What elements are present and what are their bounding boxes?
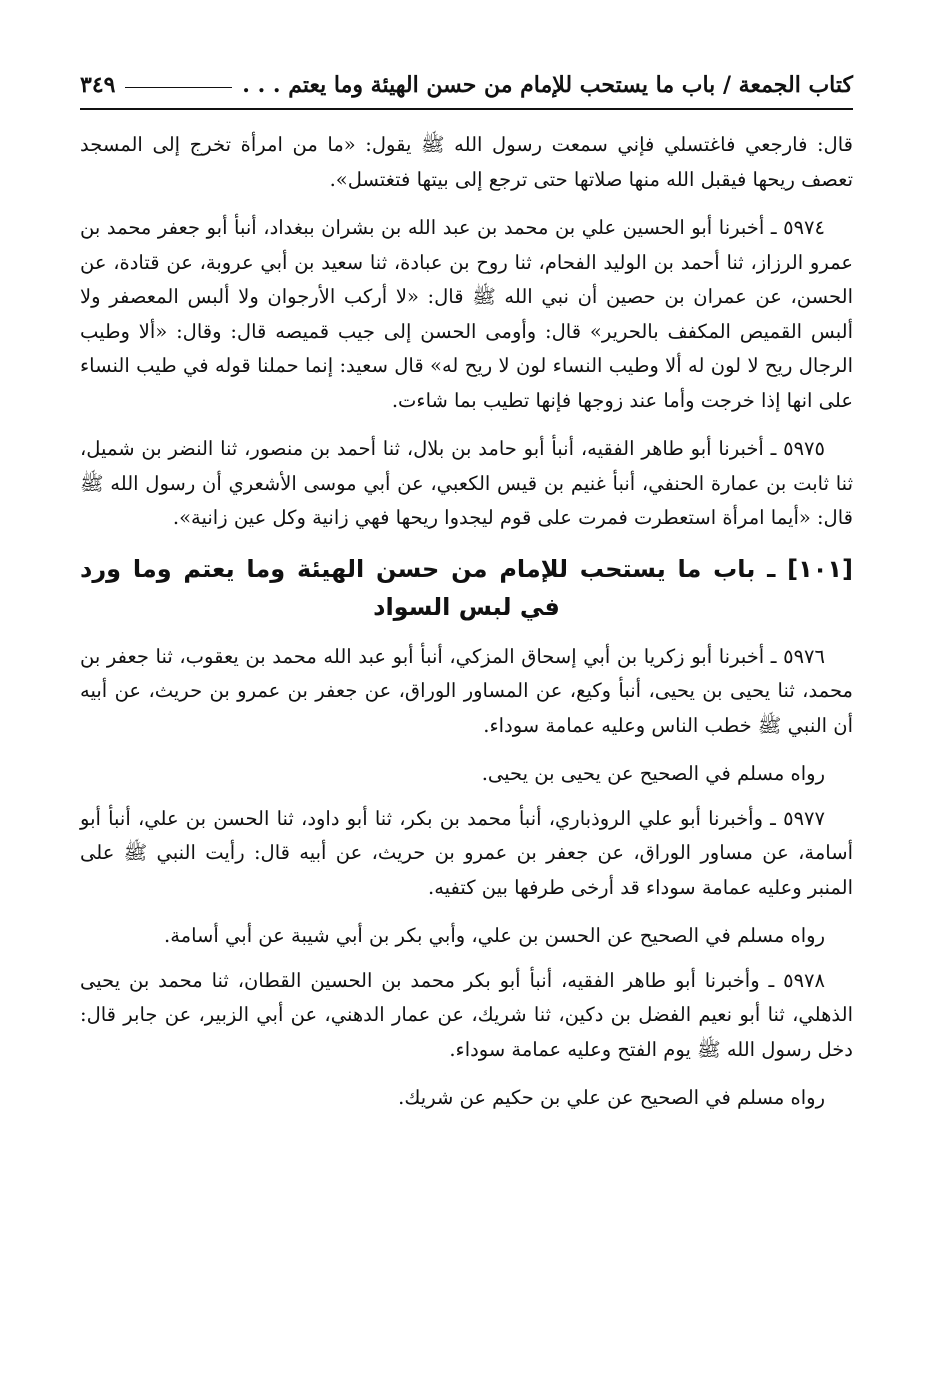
hadith-5975: ٥٩٧٥ ـ أخبرنا أبو طاهر الفقيه، أنبأ أبو حامد بن بلال، ثنا أحمد بن منصور، ثنا النضر بن شميل، ثنا ثابت بن عمارة الحنفي، أنبأ غنيم بن قيس الكعبي، عن أبي موسى الأشعري أن رسول الله ﷺ قال: «أيما امرأة استعطرت فمرت على قوم ليجدوا ريحها فهي زانية وكل عين زانية». xyxy=(80,437,853,529)
riwaya-5977: رواه مسلم في الصحيح عن الحسن بن علي، وأبي بكر بن أبي شيبة عن أبي أسامة. xyxy=(164,924,825,947)
hadith-5978: ٥٩٧٨ ـ وأخبرنا أبو طاهر الفقيه، أنبأ أبو بكر محمد بن الحسين القطان، ثنا محمد بن يحيى الذهلي، ثنا أبو نعيم الفضل بن دكين، ثنا شريك، عن عمار الدهني، عن أبي الزبير، عن جابر قال: دخل رسول الله ﷺ يوم الفتح وعليه عمامة سوداء. xyxy=(80,968,853,1061)
header-rule xyxy=(125,87,232,88)
hadith-5976: ٥٩٧٦ ـ أخبرنا أبو زكريا بن أبي إسحاق المزكي، أنبأ أبو عبد الله محمد بن يعقوب، ثنا جعفر بن محمد، ثنا يحيى بن يحيى، أنبأ وكيع، عن المساور الوراق، عن جعفر بن عمرو بن حريث، عن أبيه أن النبي ﷺ خطب الناس وعليه عمامة سوداء. xyxy=(80,644,853,737)
running-header xyxy=(80,62,853,110)
riwaya-5976: رواه مسلم في الصحيح عن يحيى بن يحيى. xyxy=(481,762,825,785)
chapter-heading: [١٠١] ـ باب ما يستحب للإمام من حسن الهيئة وما يعتم وما ورد في لبس السواد xyxy=(80,554,853,621)
hadith-5977: ٥٩٧٧ ـ وأخبرنا أبو علي الروذباري، أنبأ محمد بن بكر، ثنا أبو داود، ثنا الحسن بن علي، أنبأ أبو أسامة، عن مساور الوراق، عن جعفر بن عمرو بن حريث، عن أبيه قال: رأيت النبي ﷺ على المنبر وعليه عمامة سوداء قد أرخى طرفها بين كتفيه. xyxy=(80,806,853,899)
riwaya-5978: رواه مسلم في الصحيح عن علي بن حكيم عن شريك. xyxy=(398,1086,825,1109)
paragraph-continuation: قال: فارجعي فاغتسلي فإني سمعت رسول الله ﷺ يقول: «ما من امرأة تخرج إلى المسجد تعصف ريحها فيقبل الله منها صلاتها حتى ترجع إلى بيتها فتغتسل». xyxy=(80,133,853,191)
hadith-5974: ٥٩٧٤ ـ أخبرنا أبو الحسين علي بن محمد بن عبد الله بن بشران ببغداد، أنبأ أبو جعفر محمد بن عمرو الرزاز، ثنا أحمد بن الوليد الفحام، ثنا روح بن عبادة، ثنا سعيد بن أبي عروبة، عن قتادة، عن الحسن، عن عمران بن حصين أن نبي الله ﷺ قال: «لا أركب الأرجوان ولا ألبس المعصفر ولا ألبس القميص المكفف بالحرير» قال: وأومى الحسن إلى جيب قميصه قال: وقال: «ألا وطيب الرجال ريح لا لون له ألا وطيب النساء لون لا ريح له» قال سعيد: إنما حملنا قوله في طيب النساء على انها إذا خرجت وأما عند زوجها فإنها تطيب بما شاءت. xyxy=(80,216,853,412)
header-title: كتاب الجمعة / باب ما يستحب للإمام من حسن الهيئة وما يعتم . . . xyxy=(242,72,853,98)
page-number: ٣٤٩ xyxy=(80,72,116,98)
book-page xyxy=(80,62,853,1126)
